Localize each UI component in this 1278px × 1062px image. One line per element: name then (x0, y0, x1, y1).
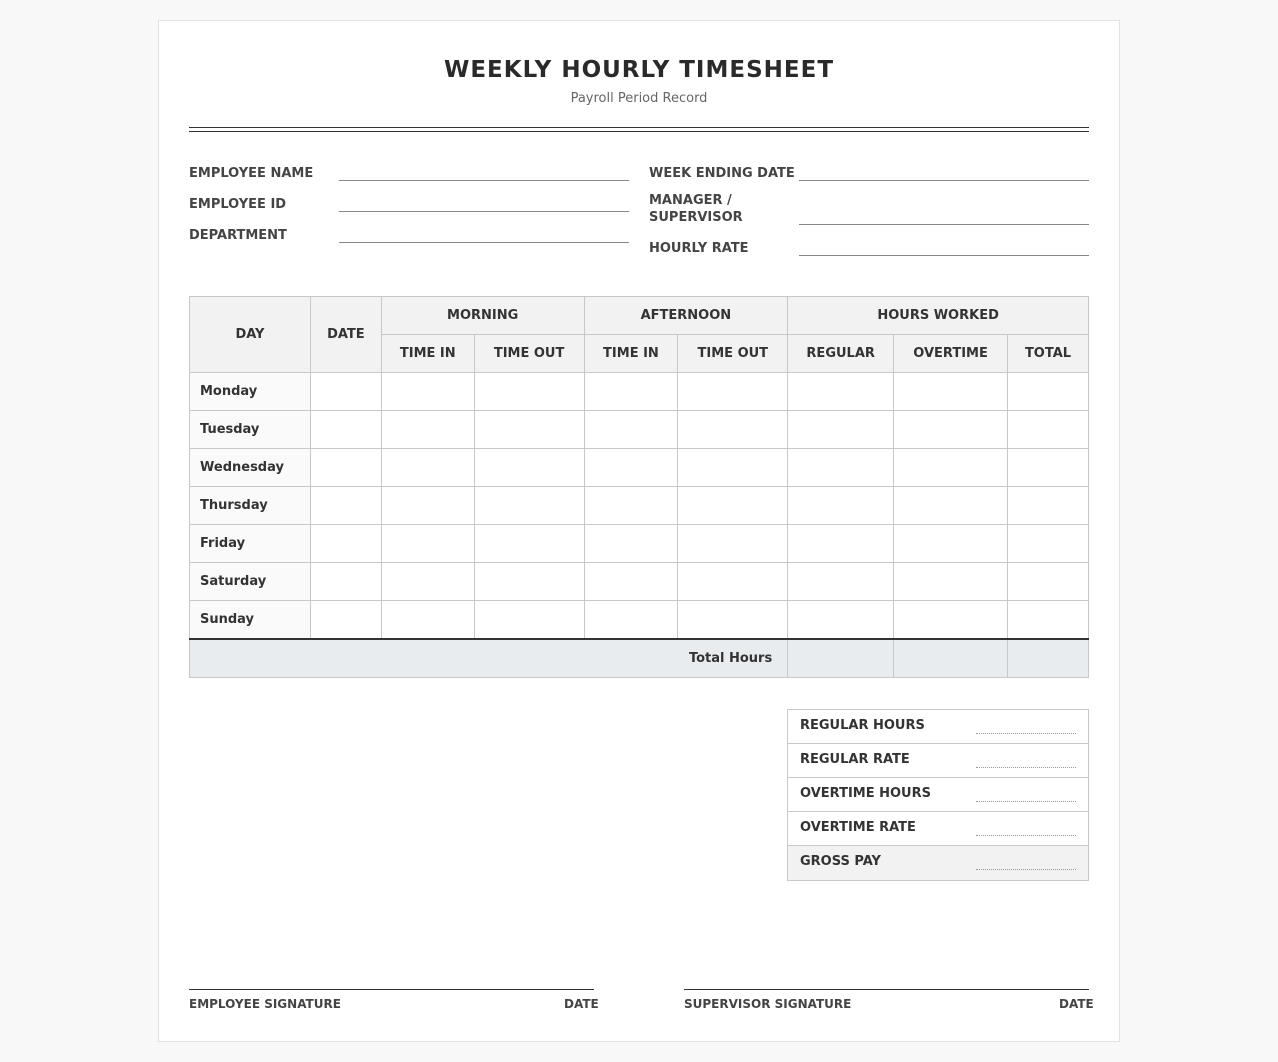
summary-row-gross-pay (788, 846, 1088, 880)
morning-time-out-cell[interactable] (474, 487, 584, 525)
header-regular: REGULAR (788, 335, 894, 373)
morning-time-in-cell[interactable] (381, 563, 474, 601)
morning-time-in-cell[interactable] (381, 449, 474, 487)
date-cell[interactable] (310, 525, 381, 563)
date-cell[interactable] (310, 449, 381, 487)
summary-label: REGULAR HOURS (800, 718, 925, 733)
afternoon-time-out-cell[interactable] (678, 487, 788, 525)
table-row (190, 563, 1089, 601)
afternoon-time-out-cell[interactable] (678, 411, 788, 449)
morning-time-out-cell[interactable] (474, 373, 584, 411)
table-row (190, 411, 1089, 449)
department-label: DEPARTMENT (189, 228, 287, 243)
header-total: TOTAL (1008, 335, 1089, 373)
date-cell[interactable] (310, 411, 381, 449)
morning-time-out-cell[interactable] (474, 525, 584, 563)
summary-label: OVERTIME HOURS (800, 786, 931, 801)
day-cell: Sunday (190, 601, 311, 639)
overtime-hours-cell[interactable] (894, 563, 1008, 601)
header-afternoon-time-in: TIME IN (584, 335, 678, 373)
summary-label: REGULAR RATE (800, 752, 910, 767)
date-cell[interactable] (310, 487, 381, 525)
total-hours-label: Total Hours (190, 639, 788, 678)
overtime-hours-cell[interactable] (894, 487, 1008, 525)
afternoon-time-in-cell[interactable] (584, 563, 678, 601)
header-day: DAY (190, 297, 311, 373)
header-hours-worked: HOURS WORKED (788, 297, 1089, 335)
employee-signature-label: EMPLOYEE SIGNATURE (189, 997, 341, 1011)
page-subtitle: Payroll Period Record (570, 91, 708, 106)
summary-row-overtime-hours (788, 778, 1088, 812)
afternoon-time-out-cell[interactable] (678, 525, 788, 563)
afternoon-time-out-cell[interactable] (678, 449, 788, 487)
summary-field-regular-rate[interactable] (976, 767, 1076, 768)
total-total-cell[interactable] (1008, 639, 1089, 678)
supervisor-signature-label: SUPERVISOR SIGNATURE (684, 997, 852, 1011)
morning-time-in-cell[interactable] (381, 373, 474, 411)
total-regular-cell[interactable] (788, 639, 894, 678)
date-cell[interactable] (310, 601, 381, 639)
regular-hours-cell[interactable] (788, 487, 894, 525)
header-afternoon: AFTERNOON (584, 297, 788, 335)
overtime-hours-cell[interactable] (894, 449, 1008, 487)
summary-field-overtime-rate[interactable] (976, 835, 1076, 836)
total-hours-cell[interactable] (1008, 449, 1089, 487)
morning-time-in-cell[interactable] (381, 525, 474, 563)
manager-supervisor-field[interactable] (799, 224, 1089, 225)
morning-time-in-cell[interactable] (381, 487, 474, 525)
summary-field-regular-hours[interactable] (976, 733, 1076, 734)
overtime-hours-cell[interactable] (894, 525, 1008, 563)
table-row (190, 449, 1089, 487)
timesheet-page (158, 20, 1120, 1042)
page-title: WEEKLY HOURLY TIMESHEET (443, 57, 835, 83)
date-cell[interactable] (310, 373, 381, 411)
day-cell: Friday (190, 525, 311, 563)
table-row (190, 373, 1089, 411)
header-double-rule (189, 127, 1089, 132)
manager-supervisor-label (649, 192, 743, 226)
pay-summary-box (787, 709, 1089, 881)
total-hours-cell[interactable] (1008, 487, 1089, 525)
morning-time-in-cell[interactable] (381, 601, 474, 639)
employee-name-label: EMPLOYEE NAME (189, 166, 314, 181)
overtime-hours-cell[interactable] (894, 373, 1008, 411)
morning-time-out-cell[interactable] (474, 411, 584, 449)
header-morning-time-in: TIME IN (381, 335, 474, 373)
summary-label: OVERTIME RATE (800, 820, 916, 835)
header-morning: MORNING (381, 297, 584, 335)
afternoon-time-out-cell[interactable] (678, 601, 788, 639)
employee-id-field[interactable] (339, 211, 629, 212)
table-row (190, 525, 1089, 563)
afternoon-time-in-cell[interactable] (584, 525, 678, 563)
regular-hours-cell[interactable] (788, 373, 894, 411)
afternoon-time-in-cell[interactable] (584, 411, 678, 449)
morning-time-out-cell[interactable] (474, 601, 584, 639)
header-date: DATE (310, 297, 381, 373)
regular-hours-cell[interactable] (788, 563, 894, 601)
week-ending-date-label: WEEK ENDING DATE (649, 166, 795, 181)
header-overtime: OVERTIME (894, 335, 1008, 373)
day-cell: Thursday (190, 487, 311, 525)
supervisor-date-label: DATE (1059, 997, 1094, 1011)
total-hours-cell[interactable] (1008, 373, 1089, 411)
department-field[interactable] (339, 242, 629, 243)
regular-hours-cell[interactable] (788, 525, 894, 563)
summary-label: GROSS PAY (800, 854, 881, 869)
table-row (190, 601, 1089, 639)
regular-hours-cell[interactable] (788, 449, 894, 487)
employee-date-label: DATE (564, 997, 599, 1011)
afternoon-time-in-cell[interactable] (584, 487, 678, 525)
afternoon-time-in-cell[interactable] (584, 449, 678, 487)
table-row (190, 487, 1089, 525)
overtime-hours-cell[interactable] (894, 411, 1008, 449)
supervisor-signature-line[interactable] (684, 989, 1089, 990)
afternoon-time-out-cell[interactable] (678, 373, 788, 411)
total-hours-cell[interactable] (1008, 563, 1089, 601)
afternoon-time-in-cell[interactable] (584, 373, 678, 411)
timesheet-table (189, 296, 1089, 678)
regular-hours-cell[interactable] (788, 601, 894, 639)
employee-name-field[interactable] (339, 180, 629, 181)
header-morning-time-out: TIME OUT (474, 335, 584, 373)
summary-field-overtime-hours[interactable] (976, 801, 1076, 802)
summary-row-overtime-rate (788, 812, 1088, 846)
morning-time-out-cell[interactable] (474, 449, 584, 487)
total-hours-cell[interactable] (1008, 601, 1089, 639)
afternoon-time-out-cell[interactable] (678, 563, 788, 601)
day-cell: Monday (190, 373, 311, 411)
afternoon-time-in-cell[interactable] (584, 601, 678, 639)
employee-signature-line[interactable] (189, 989, 594, 990)
day-cell: Saturday (190, 563, 311, 601)
morning-time-out-cell[interactable] (474, 563, 584, 601)
header-afternoon-time-out: TIME OUT (678, 335, 788, 373)
regular-hours-cell[interactable] (788, 411, 894, 449)
summary-field-gross-pay[interactable] (976, 869, 1076, 870)
hourly-rate-field[interactable] (799, 255, 1089, 256)
total-hours-row (190, 639, 1089, 678)
day-cell: Tuesday (190, 411, 311, 449)
summary-row-regular-hours (788, 710, 1088, 744)
overtime-hours-cell[interactable] (894, 601, 1008, 639)
date-cell[interactable] (310, 563, 381, 601)
manager-label-line1: MANAGER / (649, 193, 732, 208)
total-hours-cell[interactable] (1008, 525, 1089, 563)
manager-label-line2: SUPERVISOR (649, 210, 743, 225)
day-cell: Wednesday (190, 449, 311, 487)
summary-row-regular-rate (788, 744, 1088, 778)
morning-time-in-cell[interactable] (381, 411, 474, 449)
employee-id-label: EMPLOYEE ID (189, 197, 287, 212)
total-hours-cell[interactable] (1008, 411, 1089, 449)
total-overtime-cell[interactable] (894, 639, 1008, 678)
week-ending-date-field[interactable] (799, 180, 1089, 181)
hourly-rate-label: HOURLY RATE (649, 241, 749, 256)
